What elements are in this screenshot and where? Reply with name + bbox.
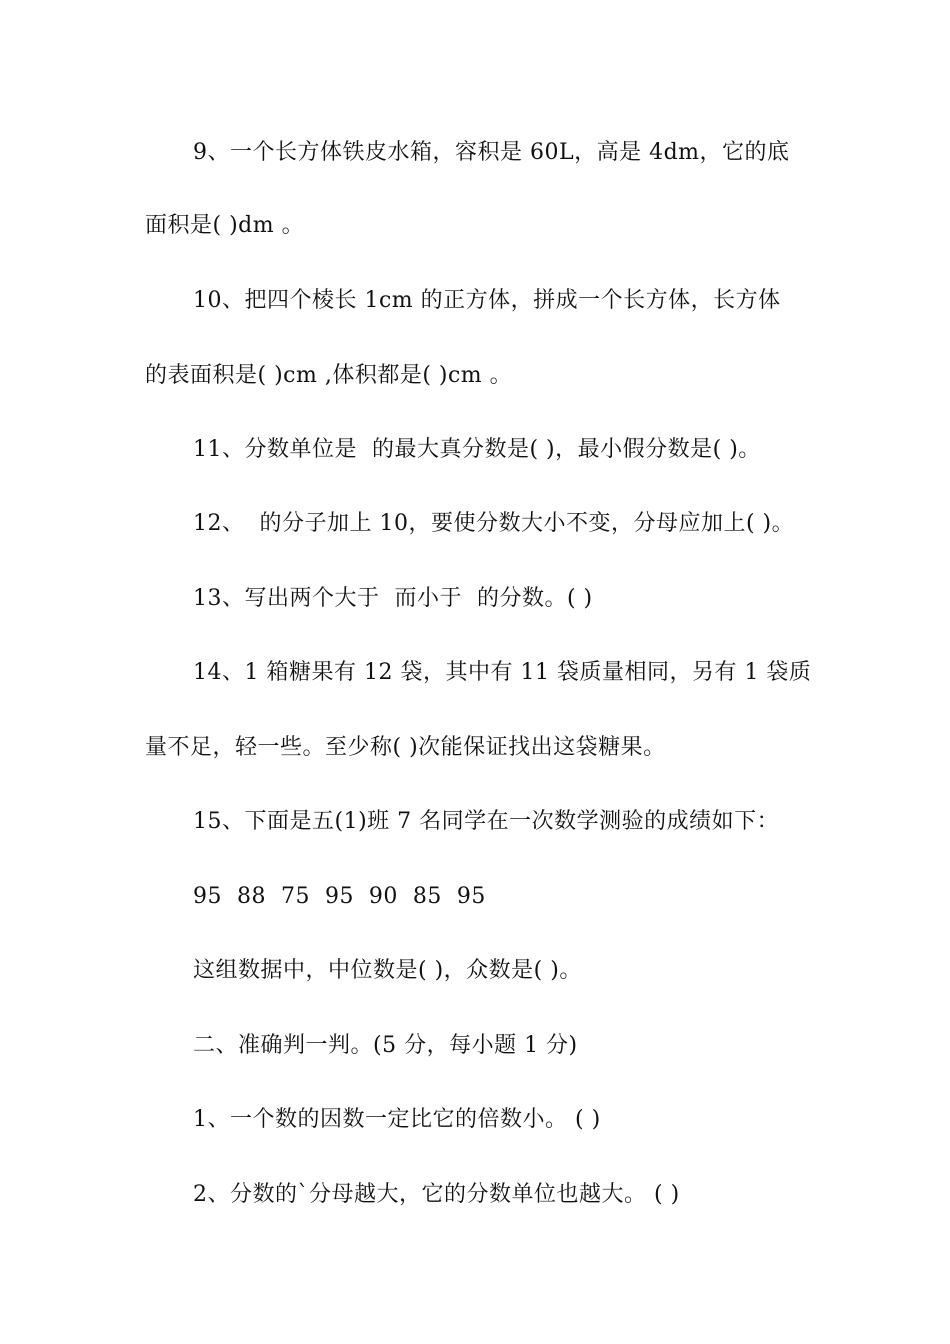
question-15-scores: 95 88 75 95 90 85 95 <box>193 884 486 909</box>
question-10-line-2: 的表面积是( )cm ,体积都是( )cm 。 <box>145 363 513 388</box>
question-11: 11、分数单位是 的最大真分数是( )，最小假分数是( )。 <box>193 437 761 462</box>
question-13: 13、写出两个大于 而小于 的分数。( ) <box>193 586 593 611</box>
question-12: 12、 的分子加上 10，要使分数大小不变，分母应加上( )。 <box>193 511 795 536</box>
question-14-line-1: 14、1 箱糖果有 12 袋，其中有 11 袋质量相同，另有 1 袋质 <box>193 660 812 685</box>
section-heading: 二、准确判一判。(5 分，每小题 1 分) <box>193 1033 578 1058</box>
judge-question-1: 1、一个数的因数一定比它的倍数小。 ( ) <box>193 1107 601 1132</box>
question-15-line-1: 15、下面是五(1)班 7 名同学在一次数学测验的成绩如下： <box>193 809 780 834</box>
question-9-line-2: 面积是( )dm 。 <box>145 213 305 238</box>
question-9-line-1: 9、一个长方体铁皮水箱，容积是 60L，高是 4dm，它的底 <box>193 140 790 165</box>
question-15-line-3: 这组数据中，中位数是( )，众数是( )。 <box>193 958 582 983</box>
question-10-line-1: 10、把四个棱长 1cm 的正方体，拼成一个长方体，长方体 <box>193 288 781 313</box>
judge-question-2: 2、分数的`分母越大，它的分数单位也越大。 ( ) <box>193 1182 680 1207</box>
question-14-line-2: 量不足，轻一些。至少称( )次能保证找出这袋糖果。 <box>145 735 666 760</box>
